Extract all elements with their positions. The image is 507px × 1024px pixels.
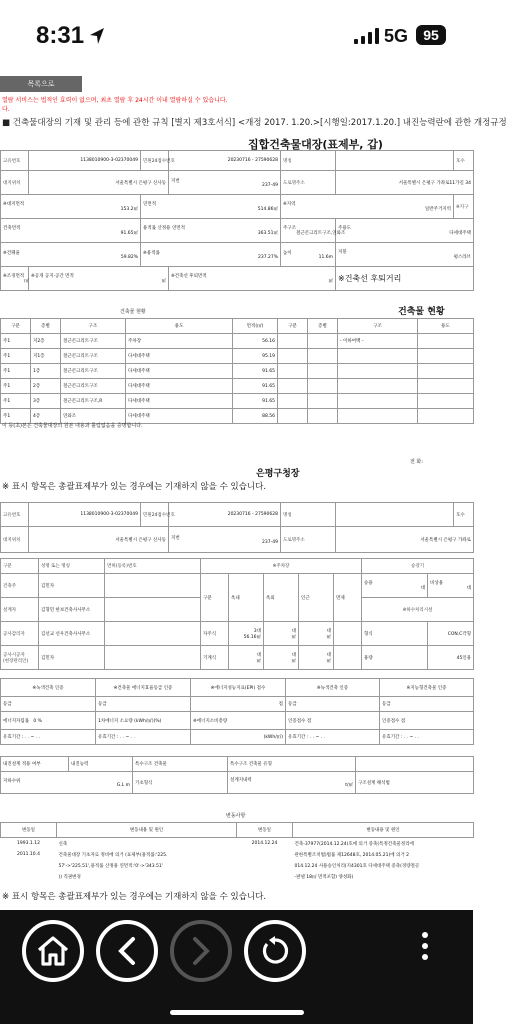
change-cell: 2014.12.24 (251, 841, 278, 846)
capacity-cell (362, 646, 428, 670)
status-cell: 56.16 (233, 334, 278, 349)
self-out-area: ㎡ (291, 634, 296, 640)
label-build-area: 건축면적 (3, 226, 21, 231)
label-name-2: 명칭 (281, 503, 336, 527)
intel-point: 점 (400, 718, 406, 724)
site-2: 서울특별시 은평구 신사동 (29, 527, 169, 553)
status-cell: 다세대주택 (126, 349, 233, 364)
label-sewage: ※하수처리시설 (362, 598, 474, 622)
status-cell: 철근콘크리트구조 (61, 334, 126, 349)
change-cell: 관한특별조치법)법률 제12648호, 2014.05.21)에 의거 2 (294, 852, 409, 858)
label-jibun: 지번 (171, 178, 180, 184)
status-cell-empty (418, 364, 474, 379)
mech-in-area: ㎡ (256, 658, 261, 664)
status-row (1, 394, 474, 409)
label-capacity: 용량 (364, 655, 373, 661)
status-row (1, 349, 474, 364)
label-quake: 내진설계 적용 여부 (1, 757, 69, 772)
jibun (169, 171, 281, 195)
label-ho: 호수 (454, 151, 474, 171)
label-foundation: 기초형식 (133, 772, 228, 794)
status-cell-empty (418, 379, 474, 394)
label-type: 형식 (364, 631, 373, 637)
change-row (1, 860, 474, 871)
home-icon (36, 935, 70, 967)
unique-no-2: 1138010900-3-02370049 (29, 503, 141, 527)
status-cell: 철근콘크리트구조 (61, 349, 126, 364)
label-special2: 특수구조 건축물 유형 (228, 757, 356, 772)
label-contractor (1, 646, 39, 670)
back-button[interactable] (96, 920, 158, 982)
status-cell-empty (418, 349, 474, 364)
status-cell: 91.65 (233, 394, 278, 409)
self-area: 56.16㎡ (243, 634, 261, 640)
label-site: 대지위치 (1, 171, 29, 195)
change-cell (1, 871, 57, 882)
zone (281, 195, 454, 219)
green2-grade: 등급 (286, 697, 380, 712)
parking-col-2: 옥외 (264, 574, 299, 622)
self-near (299, 622, 334, 646)
roof (336, 243, 474, 267)
cert-point: 점 (306, 718, 312, 724)
owner: 김민자 (39, 574, 105, 598)
status-cell: 주1 (1, 394, 31, 409)
change-col-header: 변동일 (1, 823, 57, 838)
back-icon (115, 936, 139, 966)
status-row (1, 334, 474, 349)
parking-col-3: 인근 (299, 574, 334, 622)
cert-table (0, 678, 474, 745)
label-height: 높이 (283, 250, 292, 256)
change-row (1, 838, 474, 850)
site: 서울특별시 은평구 신사동 (29, 171, 169, 195)
green-grade: 등급 (1, 697, 96, 712)
change-cell (1, 860, 57, 871)
change-row (1, 871, 474, 882)
bcr-value: 59.82% (120, 254, 138, 260)
emergency-unit: 대 (466, 586, 472, 591)
change-title: 변동사항 (226, 813, 246, 819)
label-setback: ※건축선 후퇴면적 (171, 274, 207, 279)
total-area (141, 195, 281, 219)
change-table (0, 822, 474, 882)
list-button[interactable]: 목록으로 (0, 76, 82, 92)
label-designer: 설계자 (1, 598, 39, 622)
status-cell: 지2층 (31, 334, 61, 349)
status-cell-empty (338, 394, 418, 409)
energy-rate-value: 0 % (33, 718, 42, 724)
zone-value: 일반주거지역 (424, 207, 451, 212)
label-total-area: 연면적 (143, 202, 157, 207)
label-bcr: ※건폐율 (3, 250, 20, 256)
far-area-value: 363.51㎡ (257, 231, 278, 236)
valid-3: 유효기간 : . . ~ . . (286, 730, 380, 745)
label-civil: 민원24접수번호 (141, 151, 169, 171)
battery-icon: 95 (416, 25, 446, 45)
primary-energy (96, 712, 191, 730)
change-cell (237, 871, 293, 882)
label-site-2: 대지위치 (1, 527, 29, 553)
unique-no: 1138010900-3-02370049 (29, 151, 141, 171)
status-cell-empty (418, 394, 474, 409)
below-text: - 이하여백 - (338, 334, 418, 349)
status-cell: 4층 (31, 409, 61, 424)
parking-col-1: 옥내 (229, 574, 264, 622)
status-cell: 91.65 (233, 364, 278, 379)
status-cell-empty (278, 334, 308, 349)
label-green-2: ※녹색건축 인증 (286, 679, 380, 697)
valid-2: 유효기간 : . . ~ . . (96, 730, 191, 745)
status-cell-empty (308, 394, 338, 409)
road-address: 서울특별시 은평구 가좌로11가길 34 (336, 171, 474, 195)
status-cell: 주1 (1, 334, 31, 349)
build-area (1, 219, 141, 243)
main-use (336, 219, 474, 243)
label-intel-score: 인증점수 (382, 718, 400, 724)
label-energy-cert: ※건축물 에너지효율등급 인증 (96, 679, 191, 697)
status-cell: 지1층 (31, 349, 61, 364)
label-name: 명칭 (281, 151, 336, 171)
label-landscape: ※조경면적 (3, 274, 25, 279)
jibun-2 (169, 527, 281, 553)
change-cell (237, 849, 293, 860)
label-quake2: 내진능력 (69, 757, 133, 772)
status-col-header: 구분 (1, 319, 31, 334)
status-cell: 주1 (1, 349, 31, 364)
mech-near (299, 646, 334, 670)
sewage-type (362, 622, 428, 646)
label-road: 도로명주소 (281, 171, 336, 195)
document-view[interactable] (0, 70, 507, 930)
label-primary: 1차에너지 소요량 (98, 718, 133, 724)
civil-no: 20230716 - 27590628 (169, 151, 281, 171)
height (281, 243, 336, 267)
supervisor: 김선교 선우건축사사무소 (39, 622, 105, 646)
status-cell: 88.56 (233, 409, 278, 424)
label-license: 면허(등록)번호 (105, 559, 201, 574)
intel-grade: 등급 (380, 697, 474, 712)
label-contractor-2: (현장관리인) (3, 658, 29, 664)
energy-grade: 등급 (96, 697, 191, 712)
mech-in (229, 646, 264, 670)
height-value: 11.6m (318, 254, 333, 260)
change-col-header: 변동내용 및 원인 (293, 823, 474, 838)
change-cell: )) 직권변경 (58, 874, 81, 880)
label-kind: 구분 (1, 559, 39, 574)
status-cell-empty (278, 379, 308, 394)
status-cell: 연와조 (61, 409, 126, 424)
self-out-unit: 대 (291, 628, 296, 634)
change-cell: 014.12.24 사용승인처리(지4301호 다세대주택 증축(경량철골 (294, 863, 420, 869)
contractor: 김민자 (39, 646, 105, 670)
status-cell-empty (308, 334, 338, 349)
label-ho-2: 호수 (454, 503, 474, 527)
bcr (1, 243, 141, 267)
status-cell: 1층 (31, 364, 61, 379)
mech-near-area: ㎡ (326, 658, 331, 664)
label-elevator: 승강기 (362, 559, 474, 574)
warning-line-2: 다. (2, 106, 10, 113)
label-zone: ※지역 (283, 202, 296, 207)
status-col-header: 층별 (31, 319, 61, 334)
change-cell: 신축 (58, 841, 68, 847)
note-1: ※ 표시 항목은 총괄표제부가 있는 경우에는 기재하지 않을 수 있습니다. (2, 482, 267, 492)
jibun-value: 237-49 (262, 182, 278, 188)
label-emergency: 비상용 (430, 581, 444, 586)
status-cell: 다세대주택 (126, 364, 233, 379)
status-cell-empty (338, 349, 418, 364)
label-owner: 건축주 (1, 574, 39, 598)
mech-out (264, 646, 299, 670)
primary-unit: (kWh/㎡)(%) (134, 718, 162, 724)
label-district: ※지구 (454, 195, 474, 219)
bottom-navigation (0, 910, 473, 1024)
status-cell: 주1 (1, 409, 31, 424)
label-far-area: 용적률 산정용 연면적 (143, 226, 185, 231)
label-road-2: 도로명주소 (281, 527, 336, 553)
self-parking (229, 622, 264, 646)
warning-line-1: 열람 서비스는 법적인 효력이 없으며, 최초 열람 후 24시간 이내 열람하실 수 있습니다. (2, 97, 228, 104)
persons-table (0, 558, 474, 670)
status-cell-empty (278, 349, 308, 364)
status-col-header: 용도 (126, 319, 233, 334)
civil-no-2: 20230716 - 27590628 (169, 503, 281, 527)
status-col-header: 구조 (61, 319, 126, 334)
status-cell: 철근콘크리트구조 (61, 379, 126, 394)
quake-table (0, 756, 474, 794)
total-area-value: 514.86㎡ (257, 207, 278, 212)
far-value: 237.27% (257, 254, 278, 260)
landscape-value: ㎡ (24, 279, 29, 284)
status-title-left: 건축물 현황 (120, 309, 146, 315)
menu-icon[interactable] (420, 932, 430, 965)
ground-water (1, 772, 133, 794)
label-public: ※공개 공지·공간 면적 (31, 274, 74, 279)
label-mech: 기계식 (201, 646, 229, 670)
label-green: ※녹색건축 인증 (1, 679, 96, 697)
status-cell-empty (308, 364, 338, 379)
change-row (1, 849, 474, 860)
status-cell: 철근콘크리트구조 (61, 364, 126, 379)
self-out (264, 622, 299, 646)
status-cell: 다세대주택 (126, 409, 233, 424)
status-cell: 다세대주택 (126, 379, 233, 394)
change-cell: 1993.1.12 (17, 841, 40, 846)
change-cell: 건축-37977(2014.12.24)호에 의거 증축(특정건축물정리에 (294, 841, 414, 847)
parking-col-0: 구분 (201, 574, 229, 622)
mech-near-unit: 대 (326, 652, 331, 658)
label-energy-rate: 에너지자립률 (3, 718, 30, 724)
label-epi: ※에너지성능지표(EPI) 점수 (191, 679, 286, 697)
land-area-value: 153.2㎡ (120, 207, 138, 212)
energy-rate (1, 712, 96, 730)
mech-out-unit: 대 (291, 652, 296, 658)
setback (169, 267, 336, 291)
status-col-header: 층별 (308, 319, 338, 334)
self-in: 3대 (253, 628, 261, 634)
epi-point: 점 (191, 697, 286, 712)
warning-text (2, 96, 472, 114)
parking-col-4: 면제 (334, 574, 362, 622)
refresh-icon (259, 935, 291, 967)
certify-text: 이 등(초)본은 건축물대장의 원본 내용과 틀림없음을 증명합니다. (2, 423, 143, 429)
status-cell: 주차장 (126, 334, 233, 349)
status-cell: 91.65 (233, 379, 278, 394)
label-ride: 승용 (364, 581, 373, 586)
build-area-value: 91.65㎡ (120, 231, 138, 236)
ground-value: G.L m (116, 782, 130, 788)
refresh-button[interactable] (244, 920, 306, 982)
status-cell: 2층 (31, 379, 61, 394)
use-value: 다세대주택 (449, 231, 471, 236)
change-cell: 57'->'225.51',용적률 산정용 연면적:'0'->'343.51' (58, 863, 163, 869)
reduction-unit: (kWh/㎡) (191, 730, 286, 745)
structure-value: 철근콘크리트구조,연와조 (296, 231, 346, 236)
signal-icon (354, 28, 380, 44)
green2-score (286, 712, 380, 730)
setback-distance: ※건축선 후퇴거리 (336, 267, 474, 291)
home-button[interactable] (22, 920, 84, 982)
status-cell: 다세대주택 (126, 394, 233, 409)
public-value: ㎡ (161, 279, 166, 284)
status-cell-empty (338, 409, 418, 424)
land-area (1, 195, 141, 219)
office-name: 은평구청장 (256, 469, 300, 479)
far (141, 243, 281, 267)
label-person: 성명 또는 명칭 (39, 559, 105, 574)
label-land-area: ※대지면적 (3, 202, 25, 207)
label-design: 설계지내력 (230, 778, 252, 783)
valid-4: 유효기간 : . . ~ . . (380, 730, 474, 745)
label-contractor-1: 공사시공자 (3, 652, 25, 658)
emergency (428, 574, 474, 598)
status-cell-empty (278, 394, 308, 409)
status-cell-empty (418, 409, 474, 424)
status-col-header: 구분 (278, 319, 308, 334)
mech-out-area: ㎡ (291, 658, 296, 664)
label-calc: 구조설계 해석법 (356, 772, 474, 794)
status-title-right: 건축물 현황 (398, 307, 445, 317)
status-row (1, 364, 474, 379)
public-area (29, 267, 169, 291)
jibun-2-value: 237-49 (262, 539, 278, 545)
change-col-header: 변동내용 및 원인 (57, 823, 237, 838)
forward-icon (189, 936, 213, 966)
label-no-2: 고유번호 (1, 503, 29, 527)
landscape (1, 267, 29, 291)
status-cell-empty (308, 379, 338, 394)
self-near-area: ㎡ (326, 634, 331, 640)
mech-in-unit: 대 (256, 652, 261, 658)
status-bar (0, 0, 473, 70)
label-no: 고유번호 (1, 151, 29, 171)
change-cell (237, 860, 293, 871)
road-address-2: 서울특별시 은평구 가좌로 (336, 527, 474, 553)
setback-value: ㎡ (328, 279, 333, 284)
valid-1: 유효기간 : . . ~ . . (1, 730, 96, 745)
change-cell: 건축물대장 기초자료 정비에 의거 (표제부(용적률:'225. (58, 852, 168, 858)
label-ground: 지하수위 (3, 778, 21, 784)
design-unit: t/㎡ (345, 783, 353, 788)
home-indicator (170, 1010, 304, 1015)
type: CON.C각형 (428, 622, 474, 646)
label-supervisor: 공사감리자 (1, 622, 39, 646)
label-structure: 주구조 (283, 226, 297, 231)
header-table-2 (0, 502, 474, 553)
rule-text: ■ 건축물대장의 기재 및 관리 등에 관한 규칙 [별지 제3호서식] <개정 2017. 1.20.>[시행일:2017.1.20.] 내진능력란에 관한 개정규정 (2, 118, 507, 128)
change-cell: 2011.10.4 (17, 852, 40, 857)
change-cell: -판넬 18㎡ 면적포함) 양성화) (294, 874, 354, 880)
status-cell-empty (278, 364, 308, 379)
status-cell-empty (338, 364, 418, 379)
label-roof: 지붕 (338, 250, 347, 255)
label-intel: ※지능형건축물 인증 (380, 679, 474, 697)
status-col-header: 구조 (338, 319, 418, 334)
change-col-header: 변동일 (237, 823, 293, 838)
label-cert-score: 인증점수 (288, 718, 306, 724)
status-cell-empty (308, 349, 338, 364)
ride-unit: 대 (420, 586, 426, 591)
self-near-unit: 대 (326, 628, 331, 634)
ride (362, 574, 428, 598)
status-cell: 3층 (31, 394, 61, 409)
status-cell-empty (418, 334, 474, 349)
label-reduction: ※에너지소비총량 (193, 718, 228, 724)
label-far: ※용적률 (143, 250, 160, 256)
status-cell: 주1 (1, 364, 31, 379)
status-col-header: 용도 (418, 319, 474, 334)
far-area (141, 219, 281, 243)
location-arrow-icon (89, 27, 105, 45)
label-jibun-2: 지번 (171, 535, 180, 541)
label-use: 주용도 (338, 226, 352, 231)
status-row (1, 379, 474, 394)
forward-button[interactable] (170, 920, 232, 982)
status-cell: 주1 (1, 379, 31, 394)
status-time: 8:31 (36, 22, 85, 49)
label-self: 자주식 (201, 622, 229, 646)
status-cell: 95.19 (233, 349, 278, 364)
status-cell-empty (338, 379, 418, 394)
roof-value: 평스라브 (453, 255, 471, 260)
status-cell-empty (308, 409, 338, 424)
designer: 김형민 한보건축사사무소 (39, 598, 105, 622)
header-table (0, 150, 474, 291)
document-title: 집합건축물대장(표제부, 갑) (248, 138, 383, 151)
status-col-header: 면적(㎡) (233, 319, 278, 334)
network-type: 5G (384, 26, 409, 46)
status-cell-empty (278, 409, 308, 424)
capacity: 45인용 (428, 646, 474, 670)
label-civil-2: 민원24접수번호 (141, 503, 169, 527)
note-2: ※ 표시 항목은 총괄표제부가 있는 경우에는 기재하지 않을 수 있습니다. (2, 892, 267, 902)
design-strength (228, 772, 356, 794)
status-table (0, 318, 474, 424)
phone-label: 전 화: (410, 459, 423, 465)
status-cell: 철근콘크리트구조,R (61, 394, 126, 409)
reduction (191, 712, 286, 730)
label-special: 특수구조 건축물 (133, 757, 228, 772)
label-parking: ※주차장 (201, 559, 362, 574)
intel-score (380, 712, 474, 730)
